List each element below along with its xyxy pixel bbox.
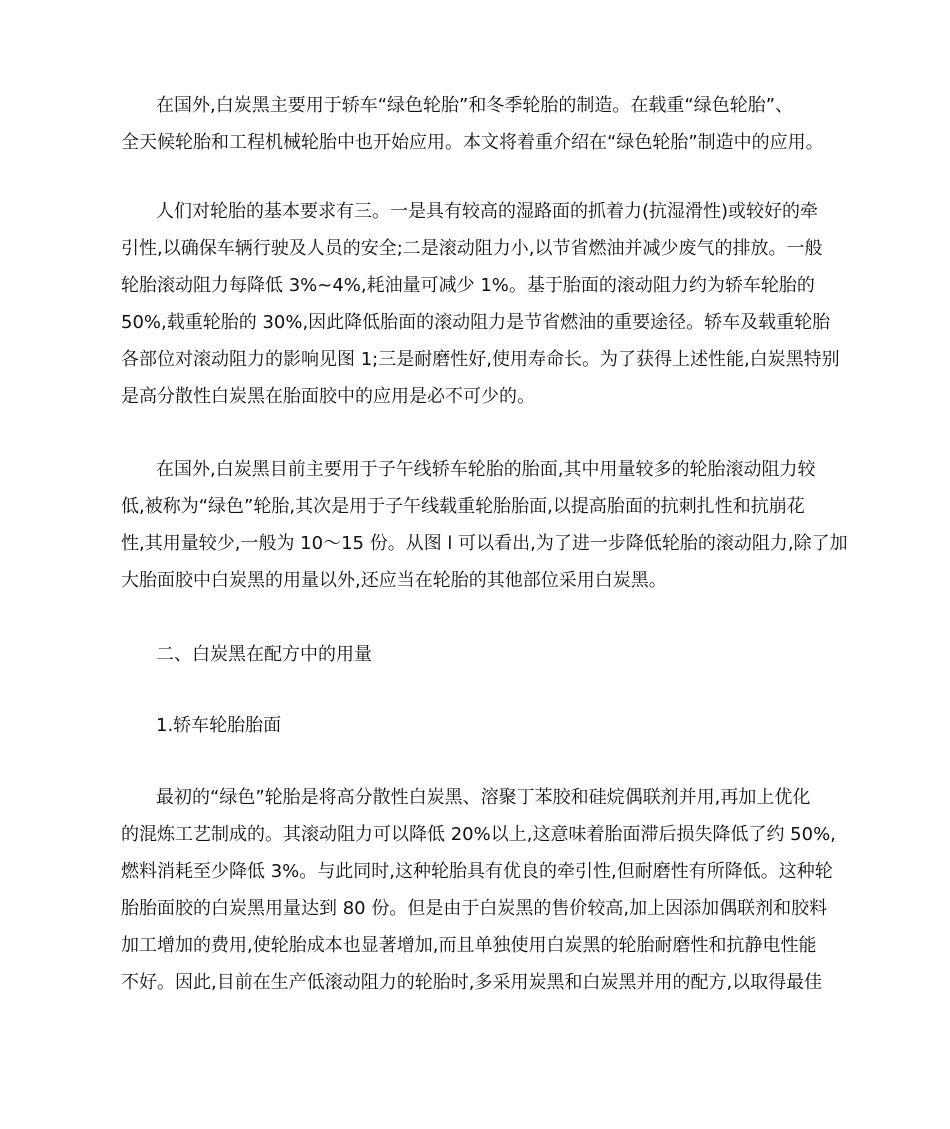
paragraph-1-line-2: 全天候轮胎和工程机械轮胎中也开始应用。本文将着重介绍在“绿色轮胎”制造中的应用。 — [121, 132, 824, 153]
paragraph-2-line-1: 人们对轮胎的基本要求有三。一是具有较高的湿路面的抓着力(抗湿滑性)或较好的牵 — [156, 201, 819, 222]
subsection-heading: 1.轿车轮胎胎面 — [156, 715, 282, 736]
paragraph-4-line-4: 胎胎面胶的白炭黑用量达到 80 份。但是由于白炭黑的售价较高,加上因添加偶联剂和胶料 — [121, 898, 828, 919]
paragraph-2-line-6: 是高分散性白炭黑在胎面胶中的应用是必不可少的。 — [121, 386, 535, 407]
paragraph-2-line-4: 50%,载重轮胎的 30%,因此降低胎面的滚动阻力是节省燃油的重要途径。轿车及载重轮胎 — [121, 312, 831, 333]
paragraph-3-line-3: 性,其用量较少,一般为 10～15 份。从图 l 可以看出,为了进一步降低轮胎的滚动阻力,除了加 — [121, 533, 848, 554]
paragraph-1-line-1: 在国外,白炭黑主要用于轿车“绿色轮胎”和冬季轮胎的制造。在载重“绿色轮胎”、 — [156, 95, 794, 116]
paragraph-4-line-2: 的混炼工艺制成的。其滚动阻力可以降低 20%以上,这意味着胎面滞后损失降低了约 50%, — [121, 824, 836, 845]
paragraph-3-line-4: 大胎面胶中白炭黑的用量以外,还应当在轮胎的其他部位采用白炭黑。 — [121, 570, 667, 591]
paragraph-3-line-2: 低,被称为“绿色”轮胎,其次是用于子午线载重轮胎胎面,以提高胎面的抗刺扎性和抗崩花 — [121, 496, 805, 517]
paragraph-4-line-3: 燃料消耗至少降低 3%。与此同时,这种轮胎具有优良的牵引性,但耐磨性有所降低。这种轮 — [121, 861, 833, 882]
paragraph-4-line-1: 最初的“绿色”轮胎是将高分散性白炭黑、溶聚丁苯胶和硅烷偶联剂并用,再加上优化 — [156, 787, 811, 808]
paragraph-2-line-5: 各部位对滚动阻力的影响见图 1;三是耐磨性好,使用寿命长。为了获得上述性能,白炭黑特别 — [121, 349, 840, 370]
paragraph-2-line-2: 引性,以确保车辆行驶及人员的安全;二是滚动阻力小,以节省燃油并减少废气的排放。一般 — [121, 238, 823, 259]
paragraph-2-line-3: 轮胎滚动阻力每降低 3%~4%,耗油量可减少 1%。基于胎面的滚动阻力约为轿车轮胎的 — [121, 275, 815, 296]
paragraph-4-line-6: 不好。因此,目前在生产低滚动阻力的轮胎时,多采用炭黑和白炭黑并用的配方,以取得最佳 — [121, 972, 823, 993]
paragraph-3-line-1: 在国外,白炭黑目前主要用于子午线轿车轮胎的胎面,其中用量较多的轮胎滚动阻力较 — [156, 459, 816, 480]
paragraph-4-line-5: 加工增加的费用,使轮胎成本也显著增加,而且单独使用白炭黑的轮胎耐磨性和抗静电性能 — [121, 935, 817, 956]
section-heading: 二、白炭黑在配方中的用量 — [156, 644, 372, 665]
